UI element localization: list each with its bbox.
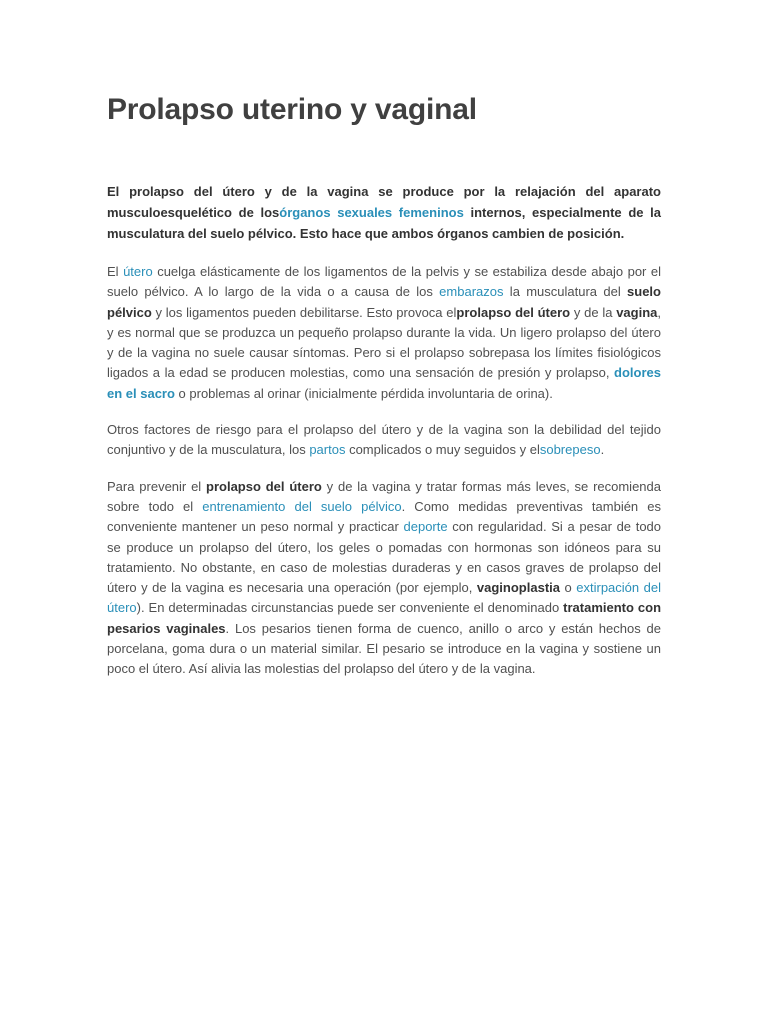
lead-text [107,181,661,244]
lead-text-2: internos, especialmente de la musculatura del suelo pélvico. Esto hace que ambos órganos cambien de posición. [107,205,661,241]
p1-text-1: El [107,264,124,279]
link-deporte[interactable]: deporte [403,519,448,535]
p3-text-1: Para prevenir el [107,478,207,494]
link-partos[interactable]: partos [309,442,346,458]
paragraph-1 [107,262,661,404]
bold-vagina: vagina [616,304,658,320]
paragraph-3 [107,477,661,680]
p1-text-3: la musculatura del [503,284,628,300]
link-dolores-sacro[interactable]: dolores en el sacro [107,365,661,401]
p2-text-1: Otros factores de riesgo para el prolapso del útero y de la vagina son la debilidad del tejido conjuntivo y de la musculatura, los [107,422,661,458]
p1-text-4: y los ligamentos pueden debilitarse. Esto provoca el [151,304,457,320]
link-extirpacion-utero[interactable]: extirpación del útero [107,580,662,616]
bold-vaginoplastia: vaginoplastia [476,580,560,596]
p1-text-2: cuelga elásticamente de los ligamentos de la pelvis y se estabiliza desde abajo por el suelo pélvico. A lo largo de la vida o a causa de los [107,264,662,300]
p1-text-6: , y es normal que se produzca un pequeño prolapso durante la vida. Un ligero prolapso del útero y de la vagina no suele causar síntomas. Pero si el prolapso sobrepasa los límites fisiológicos ligados a la edad se producen molestias, como una sensación de presión y prolapso, [107,304,662,381]
bold-suelo-pelvico: suelo pélvico [107,284,661,320]
article [107,88,661,680]
link-entrenamiento-suelo-pelvico[interactable]: entrenamiento del suelo pélvico [202,498,402,514]
p3-text-6: ). En determinadas circunstancias puede ser conveniente el denominado [136,600,564,616]
link-organos-sexuales[interactable]: órganos sexuales femeninos [279,205,464,220]
bold-prolapso-utero-2: prolapso del útero [206,478,322,494]
paragraph-2 [107,420,661,461]
p3-text-4: con regularidad. Si a pesar de todo se produce un prolapso del útero, los geles o pomadas con hormonas son idóneos para su tratamiento. No obstante, en caso de molestias duraderas y en casos graves de prolapso del útero y de la vagina es necesaria una operación (por ejemplo, [107,519,662,596]
bold-prolapso-utero: prolapso del útero [456,304,571,320]
link-utero[interactable]: útero [123,264,153,279]
bold-tratamiento-pesarios: tratamiento con pesarios vaginales [107,600,662,636]
page-title: Prolapso uterino y vaginal [107,93,477,126]
lead-paragraph [107,181,661,244]
p2-text-2: complicados o muy seguidos y el [345,442,540,458]
link-sobrepeso[interactable]: sobrepeso [539,442,601,458]
p3-text-5: o [559,580,577,596]
p1-text-5: y de la [570,304,617,320]
p3-text-3: . Como medidas preventivas también es conveniente mantener un peso normal y practicar [107,498,662,535]
lead-text-1: El prolapso del útero y de la vagina se produce por la relajación del aparato musculoesquelético de los [107,184,661,220]
link-embarazos[interactable]: embarazos [439,284,504,300]
p3-text-7: . Los pesarios tienen forma de cuenco, anillo o arco y están hechos de porcelana, goma dura o un material similar. El pesario se introduce en la vagina y sostiene un poco el útero. Así alivia las molestias del prolapso del útero y de la vagina. [107,620,662,677]
p3-text-2: y de la vagina y tratar formas más leves, se recomienda sobre todo el [107,478,661,514]
p1-text-7: o problemas al orinar (inicialmente pérdida involuntaria de orina). [174,385,553,401]
p2-text-3: . [600,442,605,458]
